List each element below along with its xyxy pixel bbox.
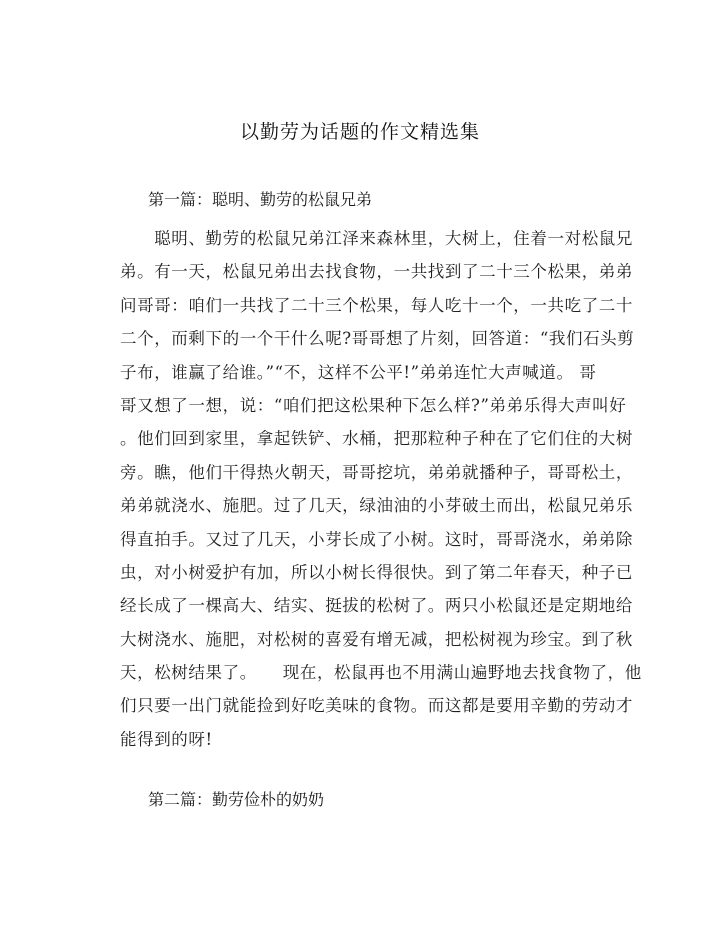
text-line: 虫，对小树爱护有加，所以小树长得很快。到了第二年春天，种子已	[120, 562, 633, 582]
section-heading-1: 第一篇：聪明、勤劳的松鼠兄弟	[148, 190, 373, 209]
document-title: 以勤劳为话题的作文精选集	[239, 121, 480, 143]
text-line: 旁。瞧，他们干得热火朝天，哥哥挖坑，弟弟就播种子，哥哥松土，	[120, 462, 633, 482]
text-line: 子布，谁赢了给谁。”“不，这样不公平!”弟弟连忙大声喊道。 哥	[120, 362, 597, 382]
text-line: 经长成了一棵高大、结实、挺拔的松树了。两只小松鼠还是定期地给	[120, 596, 633, 616]
section-heading-2: 第二篇：勤劳俭朴的奶奶	[148, 790, 325, 809]
text-line: 弟弟就浇水、施肥。过了几天，绿油油的小芽破土而出，松鼠兄弟乐	[120, 496, 633, 516]
text-line: 们只要一出门就能捡到好吃美味的食物。而这都是要用辛勤的劳动才	[120, 696, 633, 716]
text-line: 得直拍手。又过了几天，小芽长成了小树。这时，哥哥浇水，弟弟除	[120, 529, 633, 549]
text-line: 。他们回到家里，拿起铁铲、水桶，把那粒种子种在了它们住的大树	[120, 429, 633, 449]
text-line: 聪明、勤劳的松鼠兄弟江泽来森林里，大树上，住着一对松鼠兄	[120, 229, 633, 248]
text-line: 弟。有一天，松鼠兄弟出去找食物，一共找到了二十三个松果，弟弟	[120, 262, 633, 282]
text-line: 二个，而剩下的一个干什么呢?哥哥想了片刻，回答道：“我们石头剪	[120, 329, 635, 349]
text-line: 大树浇水、施肥，对松树的喜爱有增无减，把松树视为珍宝。到了秋	[120, 629, 633, 649]
text-line: 问哥哥：咱们一共找了二十三个松果，每人吃十一个，一共吃了二十	[120, 295, 633, 315]
section-1-body	[120, 222, 642, 756]
text-line: 哥又想了一想，说：“咱们把这松果种下怎么样?”弟弟乐得大声叫好	[120, 395, 627, 415]
text-line: 天，松树结果了。 现在，松鼠再也不用满山遍野地去找食物了，他	[120, 663, 642, 683]
text-line: 能得到的呀!	[120, 729, 213, 749]
